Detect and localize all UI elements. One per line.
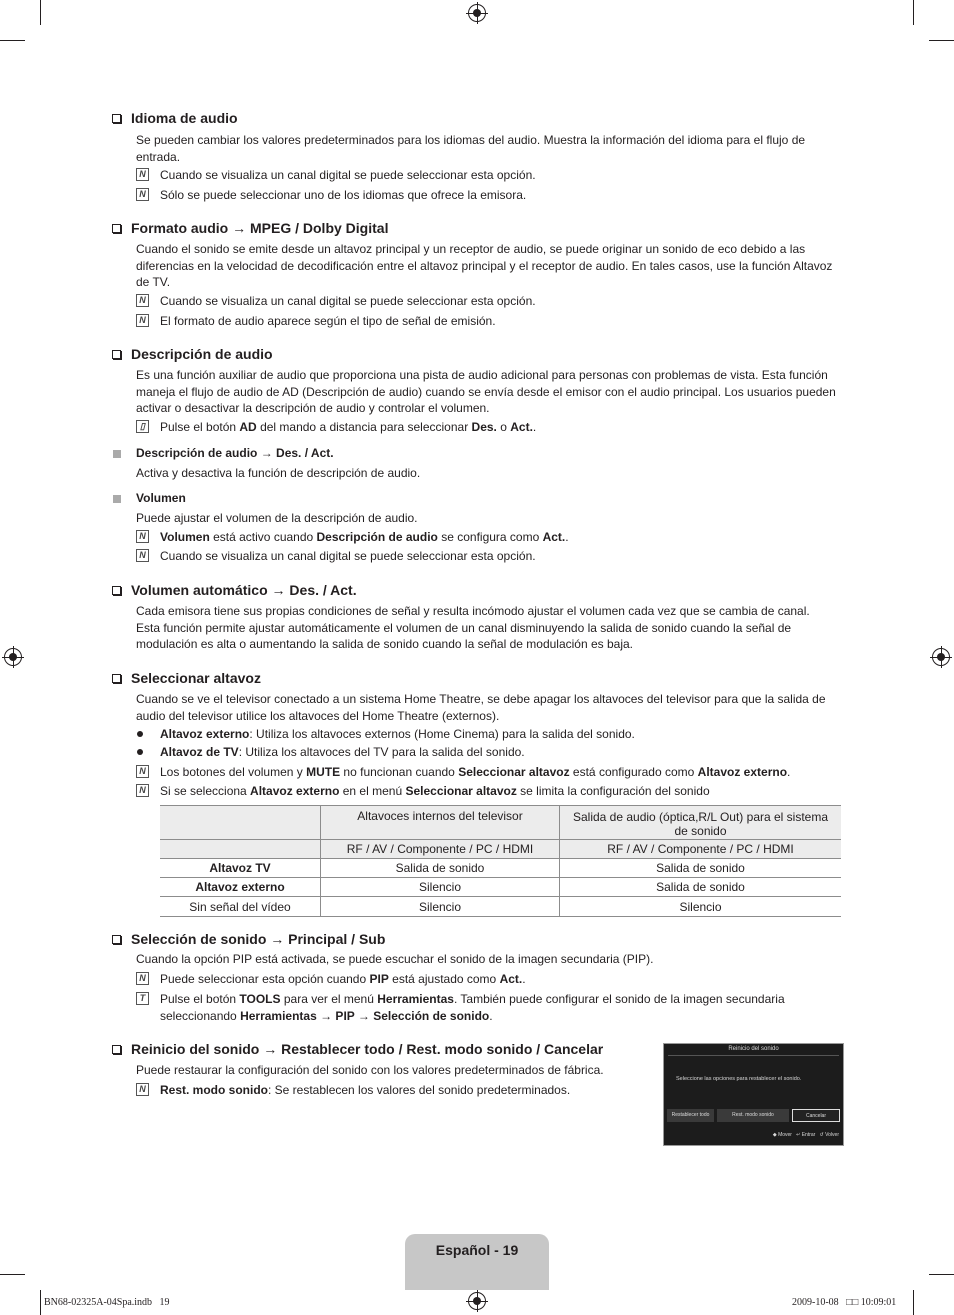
crop-mark bbox=[0, 40, 25, 41]
note-icon: N bbox=[136, 784, 149, 797]
section-title-seleccion: Selección de sonido → Principal / Sub bbox=[112, 931, 385, 947]
registration-mark-icon bbox=[468, 4, 486, 22]
table-cell: Silencio bbox=[321, 878, 560, 897]
page-number: Español - 19 bbox=[435, 1242, 519, 1258]
crop-mark bbox=[913, 0, 914, 25]
crop-mark bbox=[913, 1290, 914, 1315]
note-text: Puede seleccionar esta opción cuando PIP está ajustado como Act.. bbox=[160, 972, 526, 986]
checkbox-bullet-icon bbox=[112, 350, 121, 359]
checkbox-bullet-icon bbox=[112, 224, 121, 233]
bullet-icon bbox=[137, 749, 143, 755]
screen-divider bbox=[668, 1055, 839, 1056]
remote-icon: ▯ bbox=[136, 420, 149, 433]
crop-mark bbox=[929, 40, 954, 41]
reset-sound-mode-button[interactable]: Rest. modo sonido bbox=[717, 1109, 789, 1122]
note-text: Volumen está activo cuando Descripción de audio se configura como Act.. bbox=[160, 530, 569, 544]
table-corner-cell bbox=[160, 840, 321, 859]
table-cell: Silencio bbox=[321, 897, 560, 917]
table-header-cell: RF / AV / Componente / PC / HDMI bbox=[560, 840, 842, 859]
print-slug-left: BN68-02325A-04Spa.indb 19 bbox=[44, 1297, 170, 1308]
screen-title: Reinicio del sonido bbox=[728, 1046, 779, 1052]
note-text: Cuando se visualiza un canal digital se puede seleccionar esta opción. bbox=[160, 549, 536, 563]
registration-mark-icon bbox=[468, 1292, 486, 1310]
checkbox-bullet-icon bbox=[112, 1045, 121, 1054]
section-title-volumen: Volumen automático → Des. / Act. bbox=[112, 582, 357, 598]
nav-back: ↺ Volver bbox=[819, 1132, 839, 1138]
note-icon: N bbox=[136, 168, 149, 181]
registration-mark-icon bbox=[932, 648, 950, 666]
subsection-body: Activa y desactiva la función de descripción de audio. bbox=[136, 466, 421, 480]
note-text: Rest. modo sonido: Se restablecen los valores del sonido predeterminados. bbox=[160, 1083, 571, 1097]
section-body: Cuando la opción PIP está activada, se puede escuchar el sonido de la imagen secundaria (PIP). bbox=[136, 952, 654, 966]
checkbox-bullet-icon bbox=[112, 935, 121, 944]
section-body: Cada emisora tiene sus propias condiciones de señal y resulta incómodo ajustar el volumen cada vez que se cambia de canal. Esta función permite ajustar automáticamente el volumen de un canal disminuyendo la salida de sonido cuando la señal de modulación es alta o aumentando la salida de sonido cuando la señal de modulación es baja. bbox=[136, 604, 810, 651]
checkbox-bullet-icon bbox=[112, 114, 121, 123]
tv-menu-screenshot bbox=[663, 1043, 844, 1146]
note-icon: N bbox=[136, 1083, 149, 1096]
table-header-cell: RF / AV / Componente / PC / HDMI bbox=[321, 840, 560, 859]
crop-mark bbox=[40, 1290, 41, 1315]
tools-icon: T bbox=[136, 992, 149, 1005]
table-header-cell: Salida de audio (óptica,R/L Out) para el sistema de sonido bbox=[560, 806, 842, 840]
checkbox-bullet-icon bbox=[112, 586, 121, 595]
subsection-body: Puede ajustar el volumen de la descripción de audio. bbox=[136, 511, 418, 525]
reset-all-button[interactable]: Restablecer todo bbox=[667, 1109, 714, 1122]
note-text: seleccionando Herramientas → PIP → Selección de sonido. bbox=[160, 1009, 493, 1023]
crop-mark bbox=[929, 1274, 954, 1275]
subsection-title: Descripción de audio → Des. / Act. bbox=[136, 446, 334, 460]
note-text: Pulse el botón AD del mando a distancia para seleccionar Des. o Act.. bbox=[160, 420, 537, 434]
note-text: Los botones del volumen y MUTE no funcionan cuando Seleccionar altavoz está configurado como Altavoz externo. bbox=[160, 765, 791, 779]
section-title-formato: Formato audio → MPEG / Dolby Digital bbox=[112, 220, 388, 236]
sub-bullet-icon bbox=[113, 450, 121, 458]
sub-bullet-icon bbox=[113, 495, 121, 503]
note-icon: N bbox=[136, 530, 149, 543]
note-text: Pulse el botón TOOLS para ver el menú Herramientas. También puede configurar el sonido de la imagen secundaria bbox=[160, 992, 785, 1006]
section-title-descripcion: Descripción de audio bbox=[112, 346, 273, 362]
note-icon: N bbox=[136, 972, 149, 985]
section-title-altavoz: Seleccionar altavoz bbox=[112, 670, 261, 686]
screen-nav-hints bbox=[773, 1132, 839, 1138]
note-icon: N bbox=[136, 294, 149, 307]
note-icon: N bbox=[136, 188, 149, 201]
subsection-title: Volumen bbox=[136, 491, 186, 505]
note-text: Si se selecciona Altavoz externo en el menú Seleccionar altavoz se limita la configuración del sonido bbox=[160, 784, 710, 798]
crop-mark bbox=[0, 1274, 25, 1275]
table-cell: Salida de sonido bbox=[321, 859, 560, 878]
crop-mark bbox=[40, 0, 41, 25]
cancel-button[interactable]: Cancelar bbox=[792, 1109, 840, 1122]
table-cell: Silencio bbox=[560, 897, 842, 917]
note-icon: N bbox=[136, 765, 149, 778]
table-row bbox=[160, 859, 841, 878]
table-row-label: Altavoz externo bbox=[160, 878, 321, 897]
table-row-label: Sin señal del vídeo bbox=[160, 897, 321, 917]
table-cell: Salida de sonido bbox=[560, 878, 842, 897]
section-title-reinicio: Reinicio del sonido → Restablecer todo / Rest. modo sonido / Cancelar bbox=[112, 1041, 603, 1057]
table-header-cell: Altavoces internos del televisor bbox=[321, 806, 560, 840]
nav-enter: ↵ Entrar bbox=[796, 1132, 816, 1138]
table-cell: Salida de sonido bbox=[560, 859, 842, 878]
registration-mark-icon bbox=[4, 648, 22, 666]
note-text: Cuando se visualiza un canal digital se puede seleccionar esta opción. bbox=[160, 294, 536, 308]
nav-move: ◆ Mover bbox=[772, 1132, 792, 1138]
table-row bbox=[160, 897, 841, 917]
note-text: El formato de audio aparece según el tipo de señal de emisión. bbox=[160, 314, 496, 328]
speaker-output-table bbox=[160, 805, 841, 917]
section-body: Cuando se ve el televisor conectado a un sistema Home Theatre, se debe apagar los altavoces del televisor para que la salida de audio del televisor utilice los altavoces del Home Theatre (externos). bbox=[136, 692, 826, 723]
section-body: Cuando el sonido se emite desde un altavoz principal y un receptor de audio, se puede originar un sonido de eco debido a las diferencias en la velocidad de decodificación entre el altavoz principal y el receptor de audio. En tales casos, use la función Altavoz de TV. bbox=[136, 242, 833, 289]
table-corner-cell bbox=[160, 806, 321, 840]
section-title-idioma: Idioma de audio bbox=[112, 110, 238, 126]
note-text: Cuando se visualiza un canal digital se puede seleccionar esta opción. bbox=[160, 168, 536, 182]
note-icon: N bbox=[136, 314, 149, 327]
bullet-text: Altavoz de TV: Utiliza los altavoces del TV para la salida del sonido. bbox=[160, 745, 525, 759]
section-body: Es una función auxiliar de audio que proporciona una pista de audio adicional para personas con problemas de vista. Esta función maneja el flujo de audio de AD (Descripción de audio) cuando se envía desde el emisor con el audio principal. Los usuarios pueden activar o desactivar la descripción de audio y controlar el volumen. bbox=[136, 368, 836, 415]
print-slug-right: 2009-10-08 □□ 10:09:01 bbox=[792, 1297, 897, 1308]
section-body: Puede restaurar la configuración del sonido con los valores predeterminados de fábrica. bbox=[136, 1063, 604, 1077]
bullet-text: Altavoz externo: Utiliza los altavoces externos (Home Cinema) para la salida del sonido. bbox=[160, 727, 635, 741]
note-icon: N bbox=[136, 549, 149, 562]
checkbox-bullet-icon bbox=[112, 674, 121, 683]
table-row-label: Altavoz TV bbox=[160, 859, 321, 878]
section-body: Se pueden cambiar los valores predeterminados para los idiomas del audio. Muestra la información del idioma para el flujo de entrada. bbox=[136, 133, 806, 164]
bullet-icon bbox=[137, 731, 143, 737]
table-row bbox=[160, 878, 841, 897]
note-text: Sólo se puede seleccionar uno de los idiomas que ofrece la emisora. bbox=[160, 188, 527, 202]
screen-message: Seleccione las opciones para restablecer el sonido. bbox=[676, 1076, 802, 1082]
